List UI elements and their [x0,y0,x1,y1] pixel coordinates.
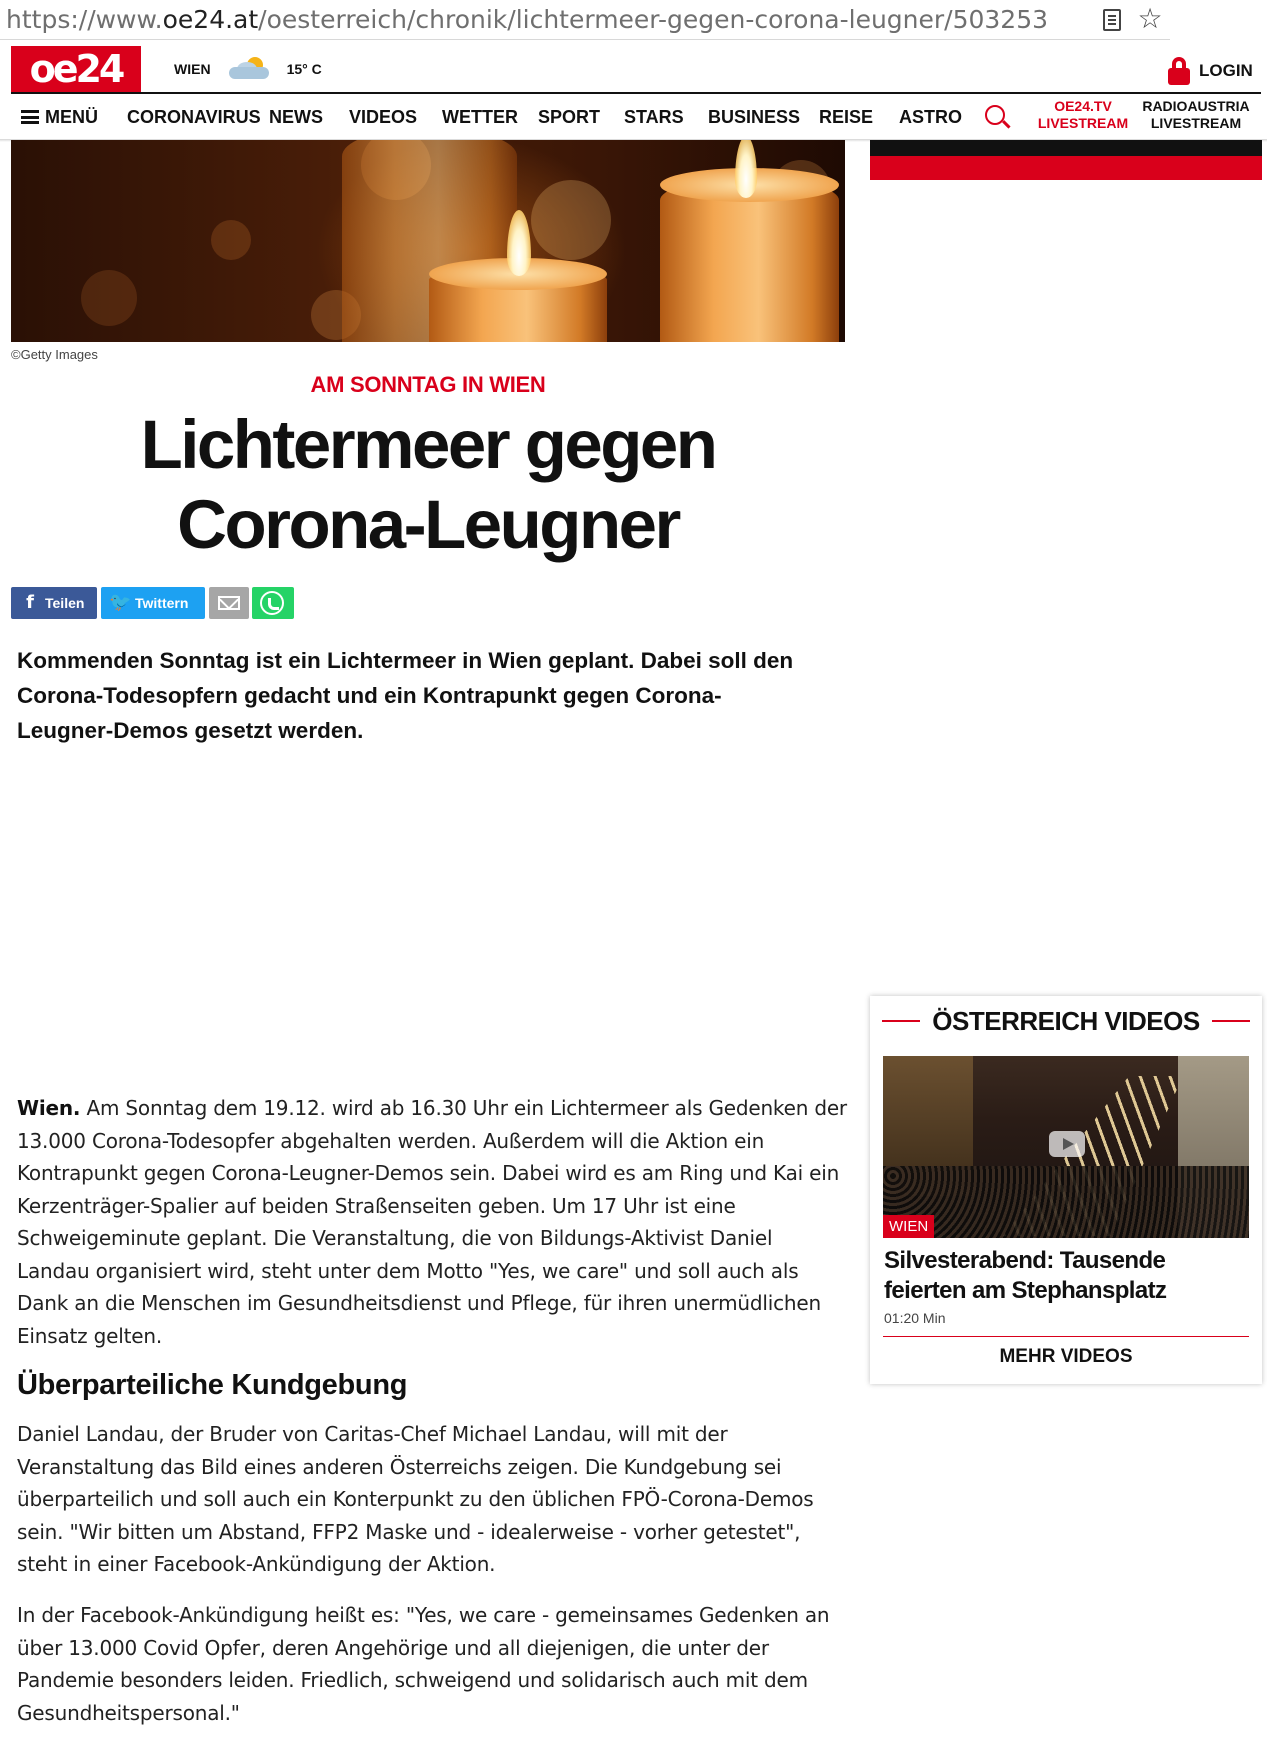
whatsapp-icon [260,591,284,615]
hamburger-icon [21,110,39,124]
login-button[interactable] [1168,56,1253,86]
header-rule-left [882,1020,920,1022]
dateline: Wien. [17,1096,81,1120]
nav-item-wetter[interactable]: WETTER [442,107,518,127]
cloud-sun-icon [227,56,273,82]
search-icon[interactable] [985,105,1005,125]
video-thumbnail[interactable] [883,1056,1249,1238]
site-logo[interactable]: oe24 [11,46,141,93]
nav-item-business[interactable]: BUSINESS [708,107,801,127]
menu-label: MENÜ [45,107,98,127]
twitter-bird-icon: 🐦 [109,592,132,613]
oe24tv-label: OE24.TV [1054,98,1112,114]
article-subheading: Überparteiliche Kundgebung [17,1369,408,1401]
nav-item-videos[interactable]: VIDEOS [349,107,418,127]
browser-address-bar[interactable] [0,0,1170,40]
austria-videos-widget [870,996,1262,1384]
email-share-button[interactable] [209,587,249,619]
nav-item-news[interactable]: NEWS [269,107,323,127]
reader-view-icon[interactable] [1103,9,1121,31]
header-rule-right [1212,1020,1250,1022]
video-divider [883,1336,1249,1337]
article-paragraph-2: Daniel Landau, der Bruder von Caritas-Chef Michael Landau, will mit der Veranstaltung das Bild eines anderen Österreichs zeigen. Die Kundgebung sei überparteilich und soll auch ein Konterpunkt zu den üblichen FPÖ-Corona-Demos sein. "Wir bitten um Abstand, FFP2 Maske und - idealerweise - vorher getestet", steht in einer Facebook-Ankündigung der Aktion. [17,1422,814,1576]
nav-item-astro[interactable]: ASTRO [899,107,962,127]
oe24tv-livestream-label: LIVESTREAM [1037,115,1129,131]
facebook-icon: f [26,592,34,613]
twitter-share-label: Twittern [135,595,189,611]
star-icon[interactable]: ☆ [1137,2,1163,35]
videos-widget-title: ÖSTERREICH VIDEOS [932,1005,1200,1036]
main-nav [11,94,1261,140]
radioaustria-label: RADIOAUSTRIA [1142,98,1250,114]
login-label: LOGIN [1199,61,1253,80]
nav-item-stars[interactable]: STARS [624,107,684,127]
whatsapp-share-button[interactable] [252,587,294,619]
article-lead: Kommenden Sonntag ist ein Lichtermeer in Wien geplant. Dabei soll den Corona-Todesopfern gedacht und ein Kontrapunkt gegen Corona-Leugner-Demos gesetzt werden. [17,648,794,743]
ad-banner-strip[interactable] [870,140,1262,180]
lock-icon [1168,57,1190,85]
radioaustria-livestream-label: LIVESTREAM [1150,115,1242,131]
more-videos-link[interactable]: MEHR VIDEOS [999,1346,1133,1367]
facebook-share-label: Teilen [45,595,85,611]
url-host: oe24.at [162,5,259,34]
url-path: /oesterreich/chronik/lichtermeer-gegen-corona-leugner/503253 [258,5,1049,34]
video-category-badge: WIEN [883,1215,934,1238]
url-prefix: https://www. [6,5,163,34]
play-icon[interactable] [1049,1131,1085,1157]
url-field[interactable] [6,4,1086,36]
video-duration: 01:20 Min [884,1310,946,1326]
image-credit: ©Getty Images [11,347,98,362]
envelope-icon [218,596,240,610]
hero-image-candles [11,140,845,342]
article-title: Lichtermeer gegen Corona-Leugner [140,406,716,563]
article-paragraph-3: In der Facebook-Ankündigung heißt es: "Yes, we care - gemeinsames Gedenken an über 13.000 Covid Opfer, deren Angehörige und all diejenigen, die unter der Pandemie besonders leiden. Friedlich, schweigend und solidarisch auch mit dem Gesundheitspersonal." [17,1603,830,1725]
paragraph-1-text: Am Sonntag dem 19.12. wird ab 16.30 Uhr ein Lichtermeer als Gedenken der 13.000 Corona-Todesopfer abgehalten werden. Außerdem will die Aktion ein Kontrapunkt gegen Corona-Leugner-Demos sein. Dabei wird es am Ring und Kai ein Kerzenträger-Spalier auf beiden Straßenseiten geben. Um 17 Uhr ist eine Schweigeminute geplant. Die Veranstaltung, die von Bildungs-Aktivist Daniel Landau organisiert wird, steht unter dem Motto "Yes, we care" und soll auch als Dank an die Menschen im Gesundheitsdienst und Pflege, für ihren unermüdlichen Einsatz gelten. [17,1096,847,1348]
article-paragraph-1 [17,1092,849,1352]
weather-city: WIEN [174,61,211,77]
radioaustria-livestream-link[interactable] [1141,98,1251,134]
facebook-share-button[interactable] [11,587,97,619]
weather-temperature: 15° C [286,61,322,77]
menu-button[interactable] [21,94,98,140]
oe24tv-livestream-link[interactable] [1028,98,1138,134]
article-kicker: AM SONNTAG IN WIEN [310,372,546,397]
nav-item-sport[interactable]: SPORT [538,107,601,127]
twitter-share-button[interactable] [101,587,205,619]
videos-widget-header [882,996,1250,1046]
nav-item-reise[interactable]: REISE [819,107,874,127]
nav-item-coronavirus[interactable]: CORONAVIRUS [127,107,261,127]
video-title-link[interactable]: Silvesterabend: Tausende feierten am Stephansplatz [884,1247,1167,1304]
weather-widget[interactable] [174,56,322,82]
